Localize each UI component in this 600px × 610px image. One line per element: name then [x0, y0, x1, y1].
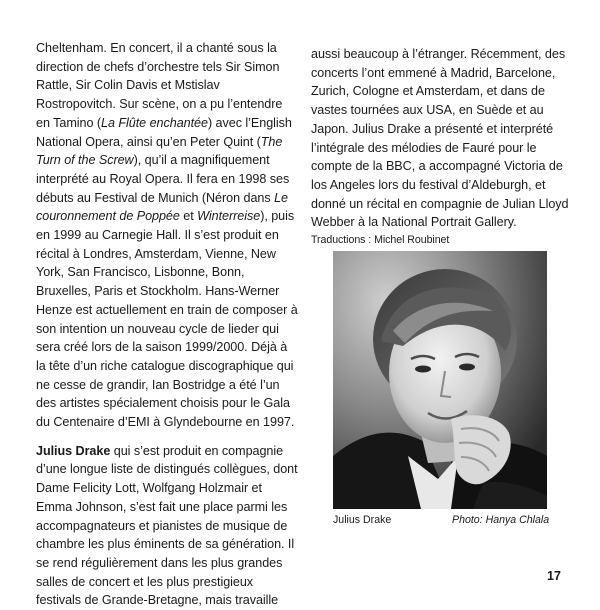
text-run: ), qu’il a magnifiquement interprété au Royal Opera. Il fera en 1998 ses débuts au Festival de Munich (Néron dans	[36, 153, 290, 205]
text-run: The Turn of the Screw	[36, 134, 283, 168]
left-text-column	[36, 39, 298, 610]
text-run: et	[179, 209, 198, 224]
photo-credit: Photo: Hanya Chlala	[452, 514, 550, 526]
portrait-photo-image	[333, 251, 547, 509]
text-run: qui s’est produit en compagnie d’une longue liste de distingués collègues, dont Dame Felicity Lott, Wolfgang Holzmair et Emma Johnson, s’est fait une place parmi les accompagnateurs et pianistes de musique de chambre les plus éminents de sa génération. Il se rend régulièrement dans les plus grandes salles de concert et les plus prestigieux festivals de Grande-Bretagne, mais travaille	[36, 443, 298, 608]
text-run: Le couronnement de Poppée	[36, 190, 288, 224]
text-run: ) avec l’English National Opera, ainsi qu’en Peter Quint (	[36, 115, 292, 149]
text-run: Julius Drake	[36, 443, 111, 458]
portrait-photo	[333, 251, 547, 509]
text-run: Winterreise	[197, 209, 261, 224]
text-run: aussi beaucoup à l’étranger. Récemment, des concerts l’ont emmené à Madrid, Barcelone, Zurich, Cologne et Amsterdam, et dans de vastes tournées aux USA, en Suède et au Japon. Julius Drake a présenté et interprété l’intégrale des mélodies de Fauré pour le compte de la BBC, a accompagné Victoria de los Angeles lors du festival d’Aldeburgh, et donné un récital en compagnie de Julian Lloyd Webber à la National Portrait Gallery.	[311, 47, 569, 230]
page-number: 17	[547, 569, 561, 583]
text-run: La Flûte enchantée	[101, 115, 208, 130]
bostridge-biography-paragraph	[36, 39, 298, 432]
text-run: ), puis en 1999 au Carnegie Hall. Il s’est produit en récital à Londres, Amsterdam, Vienne, New York, San Francisco, Lisbonne, Bonn, Bruxelles, Paris et Stockholm. Hans-Werner Henze est actuellement en train de composer à son intention un nouveau cycle de lieder qui sera créé lors de la saison 1999/2000. Déjà à la tête d’un riche catalogue discographique qui ne cesse de grandir, Ian Bostridge a été l’un des artistes spécialement choisis pour le Gala du Centenaire d’EMI à Glyndebourne en 1997.	[36, 209, 298, 430]
photo-caption: Julius Drake	[333, 514, 392, 526]
drake-biography-paragraph	[36, 442, 298, 610]
text-run: Cheltenham. En concert, il a chanté sous la direction de chefs d’orchestre tels Sir Simon Rattle, Sir Colin Davis et Mstislav Rostropovitch. Sur scène, on a pu l’entendre en Tamino (	[36, 41, 283, 130]
drake-biography-continued	[311, 45, 573, 232]
right-text-column	[311, 45, 573, 247]
translation-credit: Traductions : Michel Roubinet	[311, 234, 450, 247]
